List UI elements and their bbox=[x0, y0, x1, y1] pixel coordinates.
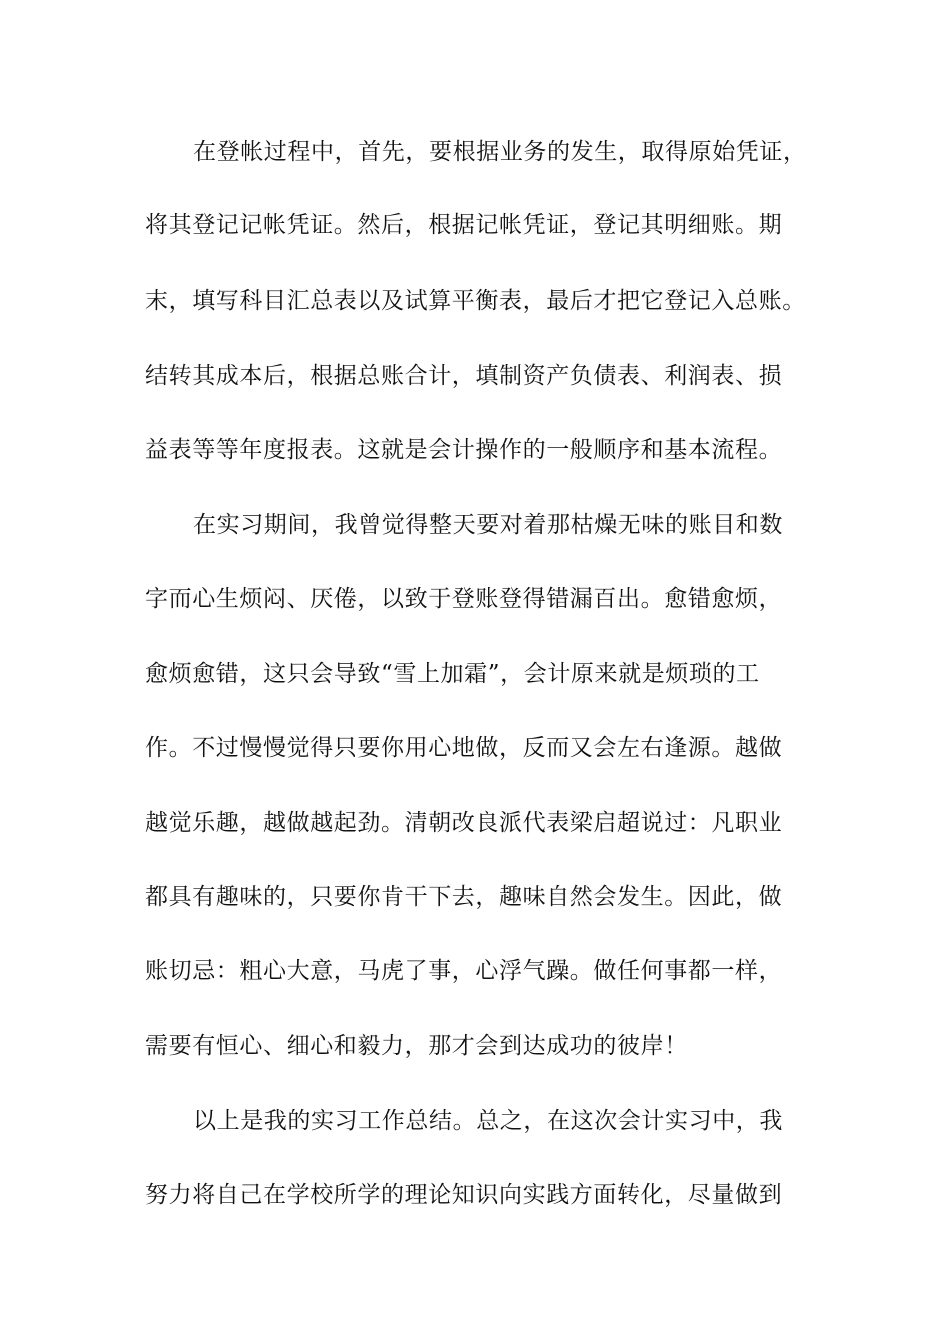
paragraph-1-line-4: 结转其成本后，根据总账合计，填制资产负债表、利润表、损 bbox=[145, 363, 783, 389]
paragraph-2-line-8: 需要有恒心、细心和毅力，那才会到达成功的彼岸！ bbox=[145, 1033, 688, 1059]
paragraph-2-line-7: 账切忌：粗心大意，马虎了事，心浮气躁。做任何事都一样， bbox=[145, 958, 783, 984]
paragraph-1-line-1: 在登帐过程中，首先，要根据业务的发生，取得原始凭证， bbox=[193, 139, 807, 165]
paragraph-2-line-4: 作。不过慢慢觉得只要你用心地做，反而又会左右逢源。越做 bbox=[145, 735, 783, 761]
paragraph-1-line-3: 末，填写科目汇总表以及试算平衡表，最后才把它登记入总账。 bbox=[145, 288, 806, 314]
paragraph-2-line-5: 越觉乐趣，越做越起劲。清朝改良派代表梁启超说过：凡职业 bbox=[145, 810, 783, 836]
paragraph-1-line-2: 将其登记记帐凭证。然后，根据记帐凭证，登记其明细账。期 bbox=[145, 212, 783, 238]
paragraph-3-line-2: 努力将自己在学校所学的理论知识向实践方面转化，尽量做到 bbox=[145, 1182, 783, 1208]
paragraph-2-line-1: 在实习期间，我曾觉得整天要对着那枯燥无味的账目和数 bbox=[193, 512, 783, 538]
paragraph-3-line-1: 以上是我的实习工作总结。总之，在这次会计实习中，我 bbox=[193, 1108, 783, 1134]
paragraph-1-line-5: 益表等等年度报表。这就是会计操作的一般顺序和基本流程。 bbox=[145, 437, 783, 463]
paragraph-2-line-6: 都具有趣味的，只要你肯干下去，趣味自然会发生。因此，做 bbox=[145, 884, 783, 910]
paragraph-2-line-3: 愈烦愈错，这只会导致“雪上加霜”，会计原来就是烦琐的工 bbox=[145, 661, 760, 687]
paragraph-2-line-2: 字而心生烦闷、厌倦，以致于登账登得错漏百出。愈错愈烦， bbox=[145, 586, 783, 612]
